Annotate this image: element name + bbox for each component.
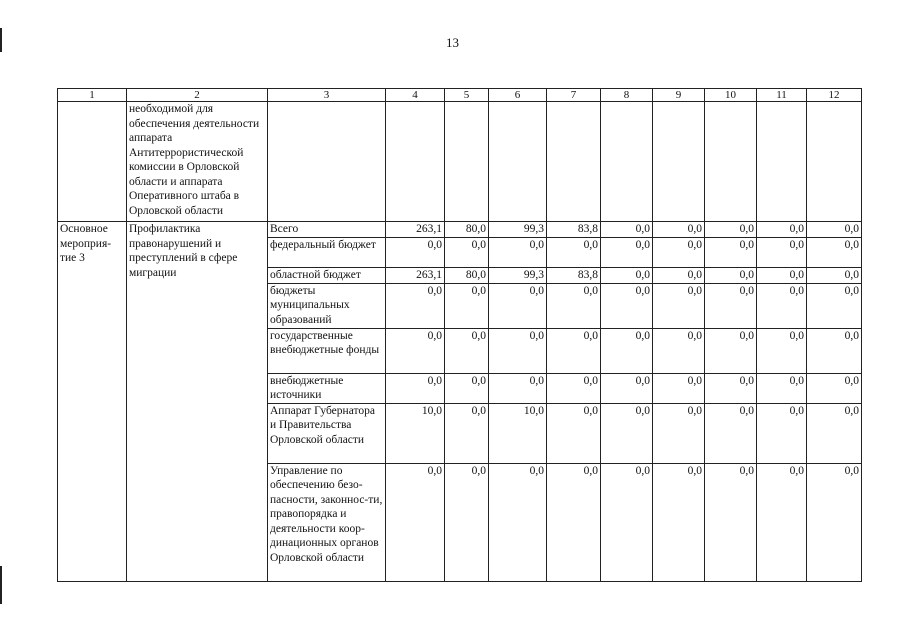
funding-value: 0,0 [807,463,862,581]
funding-value: 0,0 [705,463,757,581]
column-number: 2 [127,89,268,102]
funding-value: 0,0 [807,328,862,373]
funding-value: 0,0 [807,403,862,463]
funding-value: 0,0 [807,283,862,328]
funding-value: 0,0 [601,222,653,238]
column-number: 9 [653,89,705,102]
funding-value: 0,0 [601,283,653,328]
funding-value: 83,8 [547,268,601,284]
funding-value: 0,0 [653,373,705,403]
funding-value: 0,0 [653,328,705,373]
funding-value: 0,0 [653,403,705,463]
funding-source: областной бюджет [268,268,386,284]
funding-value: 0,0 [547,238,601,268]
funding-value: 0,0 [489,373,547,403]
funding-value: 0,0 [547,373,601,403]
column-number: 6 [489,89,547,102]
funding-value: 0,0 [445,373,489,403]
funding-value: 0,0 [601,268,653,284]
funding-value: 0,0 [386,283,445,328]
funding-value: 0,0 [601,403,653,463]
funding-value: 0,0 [653,268,705,284]
funding-value: 0,0 [386,328,445,373]
continuation-name: необходимой для обеспечения деятельности аппарата Антитеррористической комиссии в Орловской области и аппарата Оперативного штаба в Орловской области [127,102,268,222]
funding-value: 83,8 [547,222,601,238]
funding-value: 0,0 [445,463,489,581]
funding-source: бюджеты муниципальных образований [268,283,386,328]
left-edge-mark [0,28,2,52]
funding-value: 0,0 [705,403,757,463]
funding-value: 0,0 [653,238,705,268]
column-number: 7 [547,89,601,102]
funding-value: 263,1 [386,268,445,284]
funding-source: Управление по обеспечению безо-пасности, законнос-ти, правопорядка и деятельности коор-динационных органов Орловской области [268,463,386,581]
funding-value: 0,0 [445,283,489,328]
funding-value: 0,0 [547,463,601,581]
column-number: 8 [601,89,653,102]
budget-table [57,88,862,582]
funding-value: 0,0 [547,283,601,328]
funding-value: 0,0 [386,463,445,581]
column-number: 10 [705,89,757,102]
funding-value: 0,0 [807,238,862,268]
funding-value: 0,0 [807,373,862,403]
measure-body [58,222,862,582]
funding-value: 0,0 [601,328,653,373]
column-number-row [58,89,862,102]
measure-name: Профилактика правонарушений и преступлений в сфере миграции [127,222,268,582]
funding-source: внебюджетные источники [268,373,386,403]
funding-value: 0,0 [601,238,653,268]
funding-value: 0,0 [547,328,601,373]
funding-value: 0,0 [445,403,489,463]
column-number: 1 [58,89,127,102]
funding-value: 0,0 [386,373,445,403]
column-number: 11 [757,89,807,102]
column-number: 4 [386,89,445,102]
column-number: 12 [807,89,862,102]
funding-value: 0,0 [705,283,757,328]
funding-value: 80,0 [445,268,489,284]
funding-source: Аппарат Губернатора и Правительства Орловской области [268,403,386,463]
funding-value: 0,0 [445,238,489,268]
funding-value: 99,3 [489,222,547,238]
funding-value: 0,0 [705,222,757,238]
funding-row [58,222,862,238]
funding-source: Всего [268,222,386,238]
funding-value: 0,0 [757,222,807,238]
funding-value: 0,0 [757,403,807,463]
funding-value: 0,0 [601,463,653,581]
funding-value: 0,0 [757,283,807,328]
funding-value: 0,0 [807,222,862,238]
funding-value: 0,0 [757,268,807,284]
funding-value: 0,0 [757,373,807,403]
funding-value: 0,0 [705,328,757,373]
funding-value: 0,0 [547,403,601,463]
funding-value: 0,0 [705,373,757,403]
funding-value: 0,0 [653,283,705,328]
funding-value: 263,1 [386,222,445,238]
funding-value: 0,0 [489,328,547,373]
funding-value: 80,0 [445,222,489,238]
funding-value: 0,0 [705,268,757,284]
funding-value: 0,0 [489,463,547,581]
funding-source: государственные внебюджетные фонды [268,328,386,373]
funding-source: федеральный бюджет [268,238,386,268]
funding-value: 0,0 [653,463,705,581]
funding-value: 99,3 [489,268,547,284]
funding-value: 10,0 [386,403,445,463]
funding-value: 0,0 [757,328,807,373]
funding-value: 0,0 [757,238,807,268]
funding-value: 0,0 [705,238,757,268]
funding-value: 0,0 [489,283,547,328]
measure-label: Основное мероприя-тие 3 [58,222,127,582]
funding-value: 0,0 [807,268,862,284]
continuation-row [58,102,862,222]
funding-value: 0,0 [601,373,653,403]
page-number: 13 [446,35,459,50]
funding-value: 0,0 [386,238,445,268]
funding-value: 0,0 [445,328,489,373]
funding-value: 0,0 [653,222,705,238]
funding-value: 0,0 [757,463,807,581]
funding-value: 10,0 [489,403,547,463]
left-edge-mark [0,566,2,604]
column-number: 3 [268,89,386,102]
column-number: 5 [445,89,489,102]
funding-value: 0,0 [489,238,547,268]
